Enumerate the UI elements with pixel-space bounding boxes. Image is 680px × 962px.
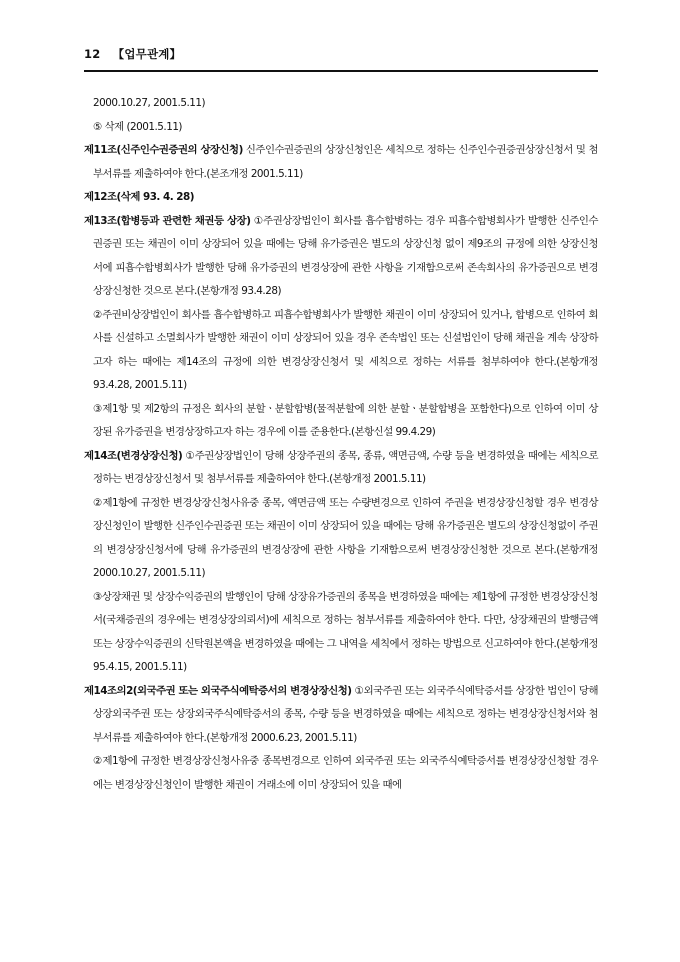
article-14-2-title: 제14조의2(외국주권 또는 외국주식예탁증서의 변경상장신청) [84,684,352,697]
running-header [84,46,181,62]
article-14-paragraph-1: ①주권상장법인이 당해 상장주권의 종목, 종류, 액면금액, 수량 등을 변경하였을 때에는 세칙으로 정하는 변경상장신청서 및 첨부서류를 제출하여야 한다.(본항개정 2001.5.11) [93,449,598,485]
article-11 [84,139,598,186]
article-13 [84,210,598,304]
article-14-title: 제14조(변경상장신청) [84,449,183,462]
article-13-paragraph-1: ①주권상장법인이 회사를 흡수합병하는 경우 피흡수합병회사가 발행한 신주인수권증권 또는 채권이 이미 상장되어 있을 때에는 당해 유가증권은 별도의 상장신청 없이 제9조의 규정에 의한 상장신청서에 피흡수합병회사가 발행한 당해 유가증권의 변경상장에 관한 사항을 기재함으로써 존속회사의 유가증권으로 변경상장신청한 것으로 본다.(본항개정 93.4.28) [93,214,598,297]
article-14-paragraph-3: ③상장채권 및 상장수익증권의 발행인이 당해 상장유가증권의 종목을 변경하였을 때에는 제1항에 규정한 변경상장신청서(국채증권의 경우에는 변경상장의뢰서)에 세칙으로 정하는 첨부서류를 제출하여야 한다. 다만, 상장채권의 발행금액 또는 상장수익증권의 신탁원본액을 변경하였을 때에는 그 내역을 세칙에서 정하는 방법으로 신고하여야 한다.(본항개정 95.4.15, 2001.5.11) [93,590,598,673]
article-13-title: 제13조(합병등과 관련한 채권등 상장) [84,214,251,227]
section-title: 【업무관계】 [112,47,182,61]
article-14 [84,445,598,492]
document-body [84,92,598,797]
article-14-paragraph-2: ②제1항에 규정한 변경상장신청사유중 종목, 액면금액 또는 수량변경으로 인하여 주권을 변경상장신청할 경우 변경상장신청인이 발행한 신주인수권증권 또는 채권이 이미 상장되어 있을 때에는 당해 유가증권은 별도의 상장신청없이 주권의 변경상장신청서에 당해 유가증권의 변경상장에 관한 사항을 기재함으로써 변경상장신청한 것으로 본다.(본항개정 2000.10.27, 2001.5.11) [93,496,598,579]
article-11-title: 제11조(신주인수권증권의 상장신청) [84,144,243,156]
paragraph-5-deleted: ⑤ 삭제 (2001.5.11) [93,120,182,133]
article-13-paragraph-2: ②주권비상장법인이 회사를 흡수합병하고 피흡수합병회사가 발행한 채권이 이미 상장되어 있거나, 합병으로 인하여 회사를 신설하고 소멸회사가 발행한 채권이 이미 상장되어 있을 경우 존속법인 또는 신설법인이 당해 채권을 계속 상장하고자 하는 때에는 제14조의 규정에 의한 변경상장신청서 및 세칙으로 정하는 서류를 첨부하여야 한다.(본항개정 93.4.28, 2001.5.11) [93,308,598,391]
article-14-2 [84,680,598,751]
article-14-2-paragraph-2: ②제1항에 규정한 변경상장신청사유중 종목변경으로 인하여 외국주권 또는 외국주식예탁증서를 변경상장신청할 경우에는 변경상장신청인이 발행한 채권이 거래소에 이미 상장되어 있을 때에 [93,755,598,791]
continuation-line: 2000.10.27, 2001.5.11) [93,97,206,109]
page-number: 12 [84,47,101,61]
article-13-paragraph-3: ③제1항 및 제2항의 규정은 회사의 분할ㆍ분할합병(물적분할에 의한 분할ㆍ분할합병을 포함한다)으로 인하여 이미 상장된 유가증권을 변경상장하고자 하는 경우에 이를 준용한다.(본항신설 99.4.29) [93,402,598,438]
article-11-text: 신주인수권증권의 상장신청인은 세칙으로 정하는 신주인수권증권상장신청서 및 첨부서류를 제출하여야 한다.(본조개정 2001.5.11) [93,144,598,180]
article-14-2-paragraph-1: ①외국주권 또는 외국주식예탁증서를 상장한 법인이 당해 상장외국주권 또는 상장외국주식예탁증서의 종목, 수량 등을 변경하였을 때에는 세칙으로 정하는 변경상장신청서와 첨부서류를 제출하여야 한다.(본항개정 2000.6.23, 2001.5.11) [93,684,598,744]
article-12 [84,186,598,210]
article-12-title: 제12조(삭제 93. 4. 28) [84,191,195,203]
header-rule [84,70,598,72]
